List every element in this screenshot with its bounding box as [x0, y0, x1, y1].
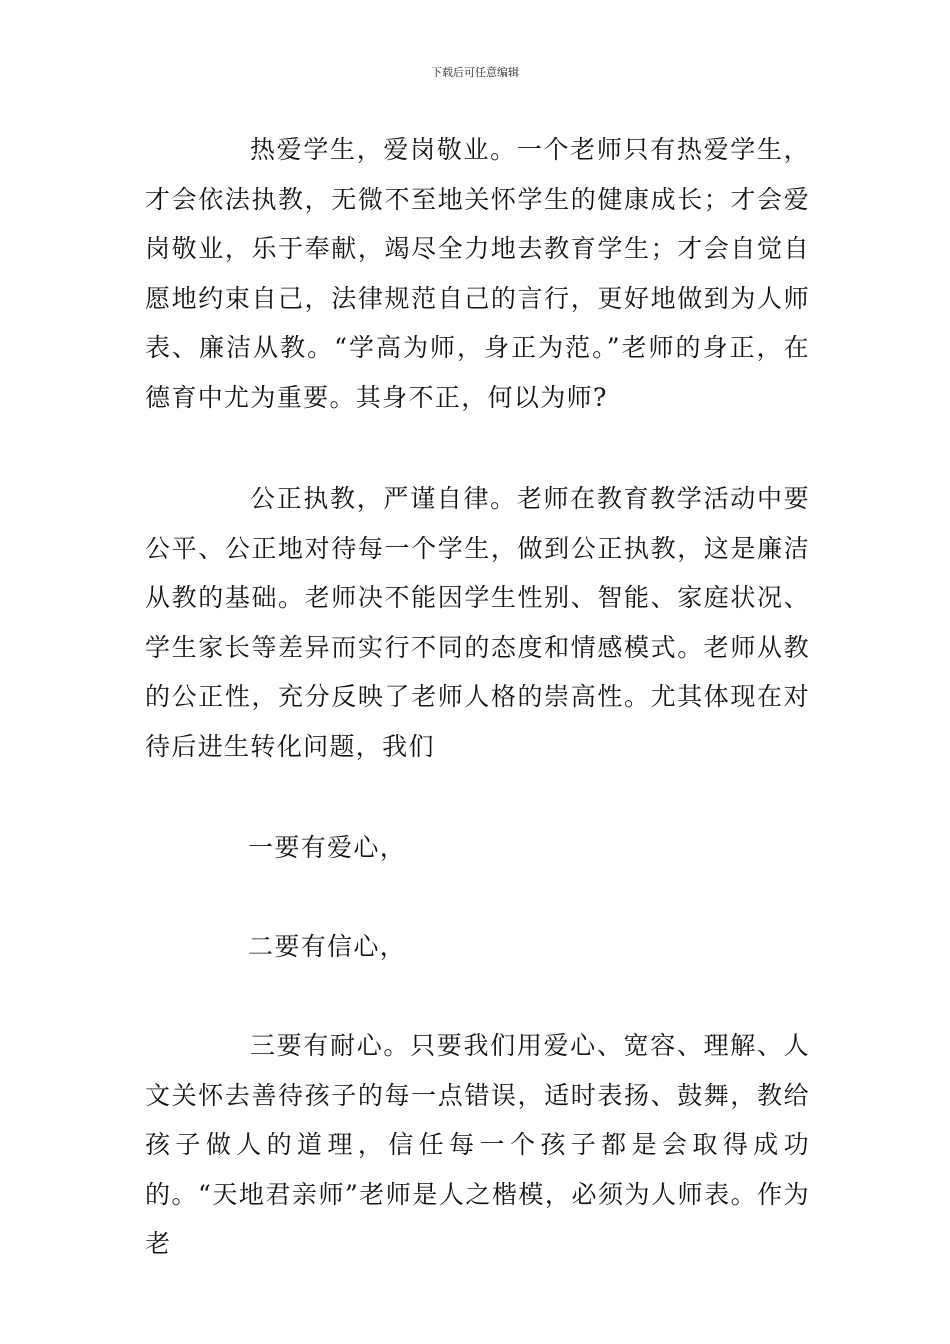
paragraph-love-students: 热爱学生，爱岗敬业。一个老师只有热爱学生，才会依法执教，无微不至地关怀学生的健康成长；才会爱岗敬业，乐于奉献，竭尽全力地去教育学生；才会自觉自愿地约束自己，法律规范自己的言行，更好地做到为人师表、廉洁从教。“学高为师，身正为范。”老师的身正，在德育中尤为重要。其身不正，何以为师? — [145, 135, 810, 412]
paragraph-love-heart: 一要有爱心， — [248, 833, 407, 862]
paragraph-fair-teaching: 公正执教，严谨自律。老师在教育教学活动中要公平、公正地对待每一个学生，做到公正执教，这是廉洁从教的基础。老师决不能因学生性别、智能、家庭状况、学生家长等差异而实行不同的态度和情感模式。老师从教的公正性，充分反映了老师人格的崇高性。尤其体现在对待后进生转化问题，我们 — [145, 484, 810, 761]
paragraph-patience: 三要有耐心。只要我们用爱心、宽容、理解、人文关怀去善待孩子的每一点错误，适时表扬、鼓舞，教给孩子做人的道理，信任每一个孩子都是会取得成功的。“天地君亲师”老师是人之楷模，必须为人师表。作为老 — [145, 1031, 810, 1259]
page-header: 下载后可任意编辑 — [431, 66, 519, 79]
paragraph-confidence: 二要有信心， — [248, 932, 407, 961]
